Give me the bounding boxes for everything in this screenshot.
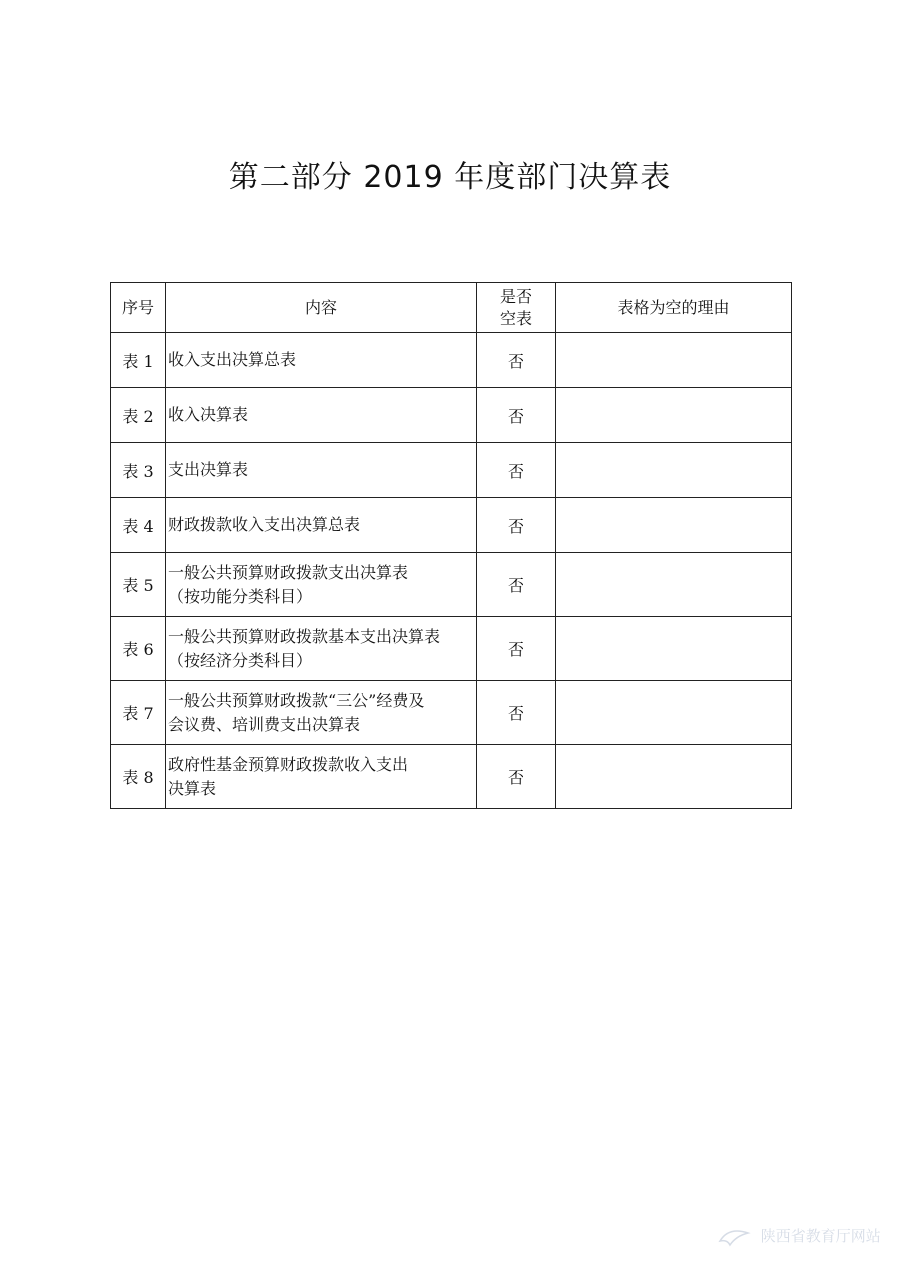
row-content <box>166 681 477 745</box>
header-empty-line2: 空表 <box>499 308 532 328</box>
row-is-empty: 否 <box>477 388 556 443</box>
row-is-empty: 否 <box>477 498 556 553</box>
row-content-line: （按经济分类科目） <box>168 650 313 670</box>
row-content-line: 政府性基金预算财政拨款收入支出 <box>168 754 409 774</box>
table-row <box>111 333 792 388</box>
row-content <box>166 443 477 498</box>
row-empty-reason <box>556 681 792 745</box>
row-empty-reason <box>556 553 792 617</box>
row-content-line: 决算表 <box>168 778 217 798</box>
row-empty-reason <box>556 333 792 388</box>
row-no: 表 5 <box>111 553 166 617</box>
row-is-empty: 否 <box>477 681 556 745</box>
row-content <box>166 498 477 553</box>
row-no: 表 6 <box>111 617 166 681</box>
row-no: 表 8 <box>111 745 166 809</box>
row-empty-reason <box>556 498 792 553</box>
row-content <box>166 745 477 809</box>
bird-logo-icon <box>718 1227 752 1247</box>
table-row <box>111 388 792 443</box>
watermark-text: 陕西省教育厅网站 <box>760 1227 881 1245</box>
row-is-empty: 否 <box>477 553 556 617</box>
row-no: 表 3 <box>111 443 166 498</box>
row-no: 表 4 <box>111 498 166 553</box>
row-content <box>166 553 477 617</box>
row-empty-reason <box>556 443 792 498</box>
table-row <box>111 443 792 498</box>
row-content-line: 会议费、培训费支出决算表 <box>168 714 361 734</box>
row-is-empty: 否 <box>477 745 556 809</box>
row-no: 表 1 <box>111 333 166 388</box>
row-is-empty: 否 <box>477 617 556 681</box>
header-empty <box>477 283 556 333</box>
table-row <box>111 498 792 553</box>
row-is-empty: 否 <box>477 333 556 388</box>
row-content-line: 一般公共预算财政拨款支出决算表 <box>168 562 409 582</box>
row-empty-reason <box>556 617 792 681</box>
header-content: 内容 <box>166 283 477 333</box>
row-content-line: 一般公共预算财政拨款“三公”经费及 <box>168 690 425 710</box>
header-no: 序号 <box>111 283 166 333</box>
row-content-line: 收入决算表 <box>168 405 249 424</box>
row-content <box>166 333 477 388</box>
table-row <box>111 745 792 809</box>
row-content-line: 一般公共预算财政拨款基本支出决算表 <box>168 626 441 646</box>
site-watermark <box>718 1225 898 1259</box>
row-content-line: 收入支出决算总表 <box>168 350 297 369</box>
row-empty-reason <box>556 388 792 443</box>
table-row <box>111 553 792 617</box>
table-header-row <box>111 283 792 333</box>
row-empty-reason <box>556 745 792 809</box>
header-empty-line1: 是否 <box>499 286 532 306</box>
row-no: 表 2 <box>111 388 166 443</box>
row-content-line: 支出决算表 <box>168 460 249 479</box>
row-content <box>166 388 477 443</box>
row-content-line: 财政拨款收入支出决算总表 <box>168 515 361 534</box>
header-reason: 表格为空的理由 <box>556 283 792 333</box>
page-title: 第二部分 2019 年度部门决算表 <box>228 160 672 195</box>
row-content-line: （按功能分类科目） <box>168 586 313 606</box>
row-is-empty: 否 <box>477 443 556 498</box>
budget-tables-index <box>110 282 792 809</box>
table-row <box>111 617 792 681</box>
row-no: 表 7 <box>111 681 166 745</box>
row-content <box>166 617 477 681</box>
table-row <box>111 681 792 745</box>
